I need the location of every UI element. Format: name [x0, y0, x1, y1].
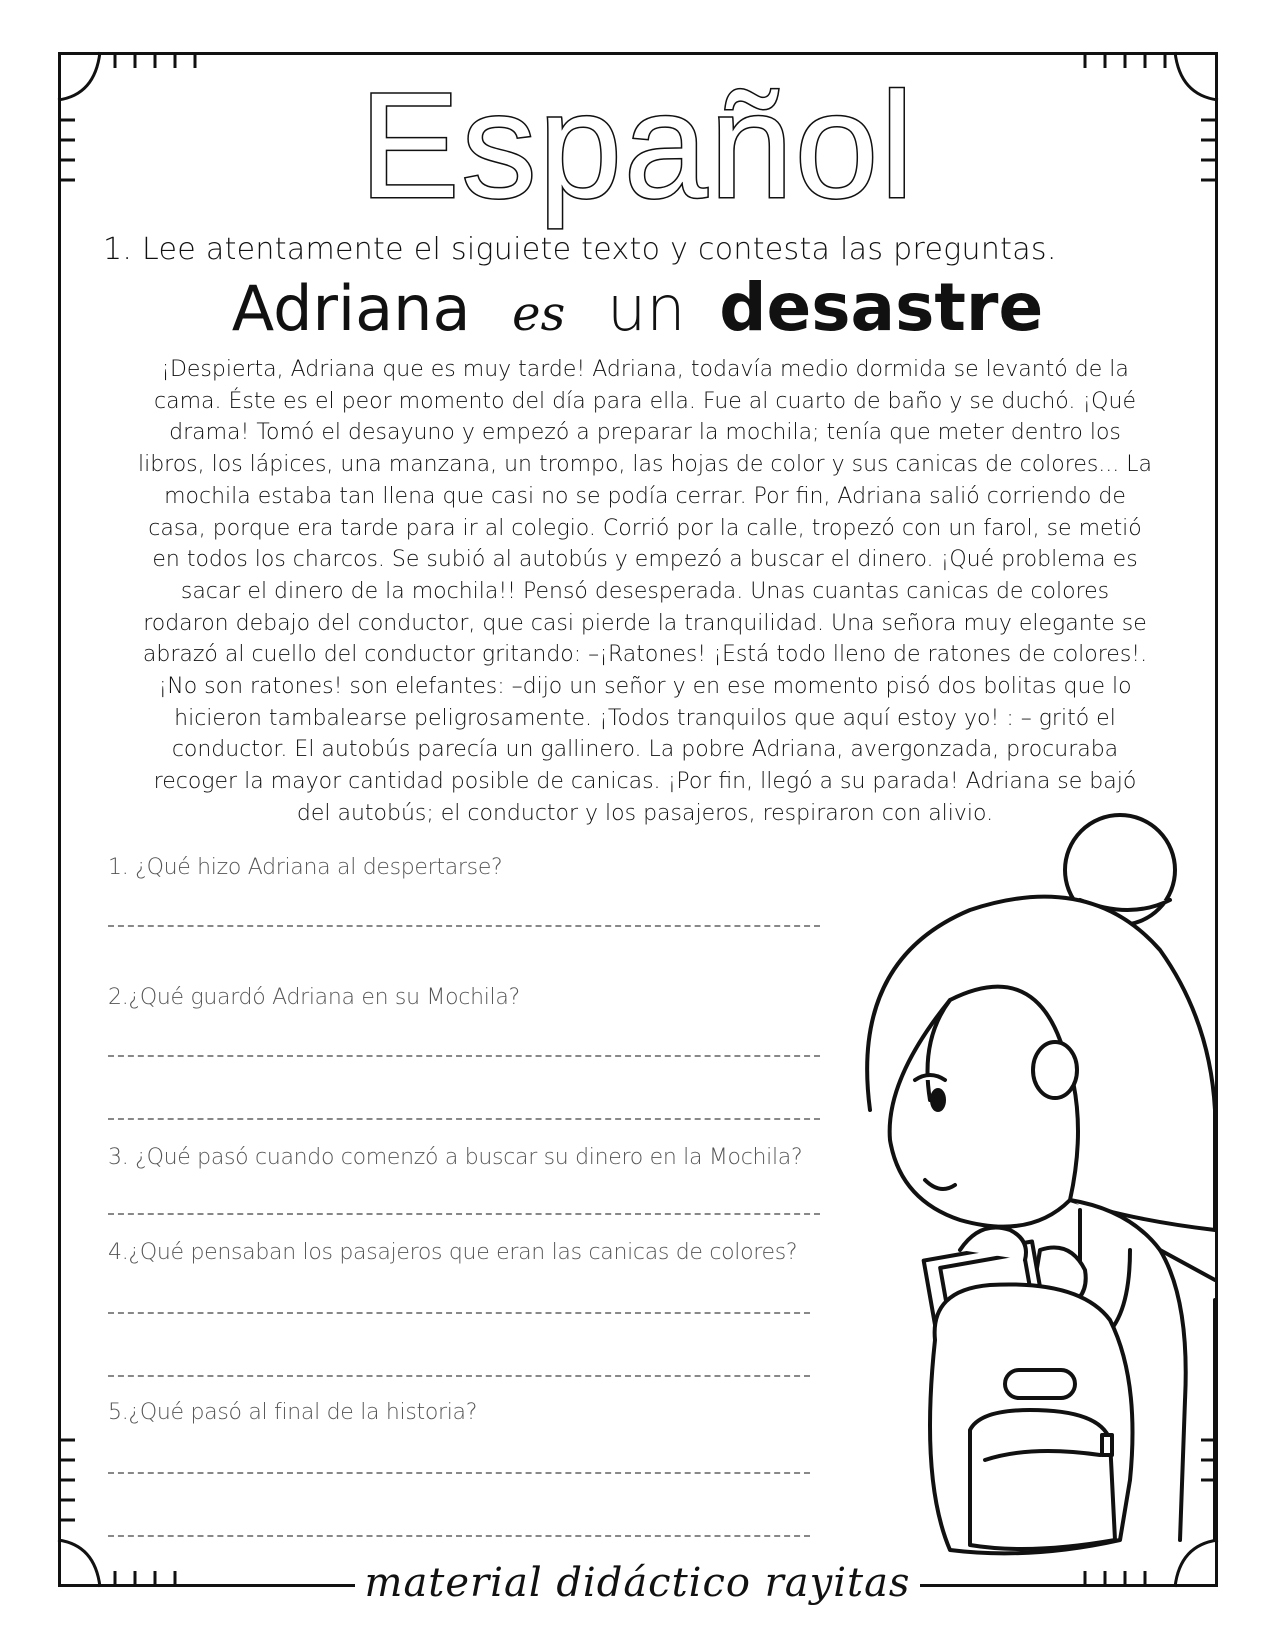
answer-line-5a[interactable] — [108, 1472, 810, 1474]
story-title-word-4: desastre — [719, 269, 1044, 346]
footer-brand — [0, 1560, 1275, 1606]
question-2: 2.¿Qué guardó Adriana en su Mochila? — [108, 985, 520, 1010]
story-line: abrazó al cuello del conductor gritando: –¡Ratones! ¡Está todo lleno de ratones de colores!. — [142, 642, 1148, 668]
girl-with-backpack-icon — [830, 780, 1220, 1580]
instruction-text: 1. Lee atentamente el siguiete texto y contesta las preguntas. — [103, 232, 1057, 267]
story-line: ¡No son ratones! son elefantes: –dijo un señor y en ese momento pisó dos bolitas que lo — [158, 674, 1132, 700]
answer-line-1[interactable] — [108, 925, 820, 927]
story-line: recoger la mayor cantidad posible de canicas. ¡Por fin, llegó a su parada! Adriana se bajó — [153, 769, 1137, 795]
story-title-word-2: es — [512, 286, 566, 342]
story-text — [130, 354, 1160, 830]
answer-line-5b[interactable] — [108, 1535, 810, 1537]
story-line: rodaron debajo del conductor, que casi pierde la tranquilidad. Una señora muy elegante se — [143, 610, 1147, 636]
question-4: 4.¿Qué pensaban los pasajeros que eran las canicas de colores? — [108, 1240, 798, 1265]
story-line: conductor. El autobús parecía un gallinero. La pobre Adriana, avergonzada, procuraba — [171, 737, 1119, 763]
story-line: libros, los lápices, una manzana, un trompo, las hojas de color y sus canicas de colores... La — [137, 452, 1153, 478]
story-line: drama! Tomó el desayuno y empezó a preparar la mochila; tenía que meter dentro los — [169, 420, 1121, 446]
story-line: cama. Éste es el peor momento del día para ella. Fue al cuarto de baño y se duchó. ¡Qué — [154, 388, 1136, 414]
page-title: Español — [359, 61, 916, 229]
answer-line-4a[interactable] — [108, 1312, 810, 1314]
footer-text: material didáctico rayitas — [355, 1560, 921, 1606]
story-title-word-1: Adriana — [231, 272, 471, 345]
question-5: 5.¿Qué pasó al final de la historia? — [108, 1400, 478, 1425]
story-line: ¡Despierta, Adriana que es muy tarde! Adriana, todavía medio dormida se levantó de la — [161, 357, 1129, 382]
story-title-word-3: un — [606, 272, 686, 345]
story-line: en todos los charcos. Se subió al autobús y empezó a buscar el dinero. ¡Qué problema es — [152, 547, 1138, 573]
answer-line-4b[interactable] — [108, 1375, 810, 1377]
question-1: 1. ¿Qué hizo Adriana al despertarse? — [108, 855, 503, 880]
answer-line-3[interactable] — [108, 1213, 820, 1215]
answer-line-2b[interactable] — [108, 1118, 820, 1120]
story-line: mochila estaba tan llena que casi no se podía cerrar. Por fin, Adriana salió corriendo de — [164, 483, 1126, 509]
answer-line-2a[interactable] — [108, 1055, 820, 1057]
story-line: sacar el dinero de la mochila!! Pensó desesperada. Unas cuantas canicas de colores — [180, 578, 1110, 604]
story-line: hicieron tambalearse peligrosamente. ¡Todos tranquilos que aquí estoy yo! : – gritó el — [174, 705, 1116, 731]
story-line: casa, porque era tarde para ir al colegio. Corrió por la calle, tropezó con un farol, se metió — [148, 515, 1142, 541]
story-title — [0, 269, 1275, 346]
story-line: del autobús; el conductor y los pasajeros, respiraron con alivio. — [296, 800, 994, 826]
question-3: 3. ¿Qué pasó cuando comenzó a buscar su dinero en la Mochila? — [108, 1145, 803, 1170]
